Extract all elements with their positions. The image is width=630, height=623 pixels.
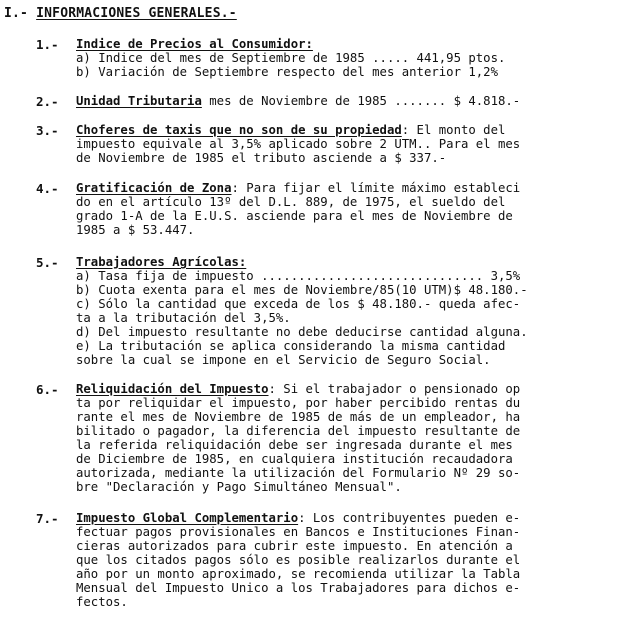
item-line: Mensual del Impuesto Unico a los Trabajadores para dichos e- [76, 581, 521, 595]
item-number: 4.- [36, 181, 59, 196]
item-title-line [76, 382, 610, 396]
item-title-line [76, 511, 610, 525]
item-line: fectuar pagos provisionales en Bancos e Instituciones Finan- [76, 525, 521, 539]
item-number: 7.- [36, 511, 59, 526]
item-line: bre "Declaración y Pago Simultáneo Mensual". [76, 480, 402, 494]
item-title: Choferes de taxis que no son de su propiedad [76, 123, 402, 137]
item-line: de Diciembre de 1985, en cualquiera institución recaudadora [76, 452, 513, 466]
item-line: 1985 a $ 53.447. [76, 223, 195, 237]
item-line: que los citados pagos sólo es posible realizarlos durante el [76, 553, 521, 567]
item-title: Unidad Tributaria [76, 94, 202, 108]
item-number: 6.- [36, 382, 59, 397]
item-line: b) Cuota exenta para el mes de Noviembre/85(10 UTM)$ 48.180.- [76, 283, 528, 297]
item-line: sobre la cual se impone en el Servicio de Seguro Social. [76, 353, 491, 367]
item-line: a) Tasa fija de impuesto .............................. 3,5% [76, 269, 521, 283]
item-line: do en el artículo 13º del D.L. 889, de 1975, el sueldo del [76, 195, 506, 209]
item-title: Reliquidación del Impuesto [76, 382, 269, 396]
item-line: año por un monto aproximado, se recomienda utilizar la Tabla [76, 567, 521, 581]
item-title-line [76, 94, 610, 108]
item-number: 1.- [36, 37, 59, 52]
item-title-tail: : El monto del [401, 123, 506, 137]
item-line: a) Indice del mes de Septiembre de 1985 ..... 441,95 ptos. [76, 51, 506, 65]
item-title-tail: : Los contribuyentes pueden e- [298, 511, 521, 525]
item-line: c) Sólo la cantidad que exceda de los $ 48.180.- queda afec- [76, 297, 521, 311]
item-line: rante el mes de Noviembre de 1985 de más de un empleador, ha [76, 410, 521, 424]
item-title-line [76, 181, 610, 195]
item-title-tail: : Si el trabajador o pensionado op [268, 382, 521, 396]
item-line: de Noviembre de 1985 el tributo asciende a $ 337.- [76, 151, 447, 165]
item-title: Indice de Precios al Consumidor: [76, 37, 313, 51]
item-title-line [76, 37, 610, 51]
item-line: autorizada, mediante la utilización del Formulario Nº 29 so- [76, 466, 521, 480]
item-line: ta por reliquidar el impuesto, por haber percibido rentas du [76, 396, 521, 410]
item-title-tail: : Para fijar el límite máximo estableci [231, 181, 521, 195]
item-title: Impuesto Global Complementario [76, 511, 299, 525]
item-line: bilitado o pagador, la diferencia del impuesto resultante de [76, 424, 521, 438]
item-line: la referida reliquidación debe ser ingresada durante el mes [76, 438, 513, 452]
item-title: Trabajadores Agrícolas: [76, 255, 247, 269]
item-line: grado 1-A de la E.U.S. asciende para el mes de Noviembre de [76, 209, 513, 223]
item-line: e) La tributación se aplica considerando la misma cantidad [76, 339, 506, 353]
item-title-tail: mes de Noviembre de 1985 ....... $ 4.818.- [201, 94, 521, 108]
item-number: 3.- [36, 123, 59, 138]
item-line: cieras autorizados para cubrir este impuesto. En atención a [76, 539, 513, 553]
heading-roman: I.- [4, 6, 29, 21]
item-title-line [76, 255, 610, 269]
item-line: impuesto equivale al 3,5% aplicado sobre 2 UTM.. Para el mes [76, 137, 521, 151]
item-title: Gratificación de Zona [76, 181, 232, 195]
item-line: ta a la tributación del 3,5%. [76, 311, 291, 325]
heading-text: INFORMACIONES GENERALES.- [36, 6, 237, 21]
item-line: fectos. [76, 595, 128, 609]
section-heading [4, 6, 237, 21]
item-line: d) Del impuesto resultante no debe deducirse cantidad alguna. [76, 325, 528, 339]
item-number: 2.- [36, 94, 59, 109]
item-title-line [76, 123, 610, 137]
item-line: b) Variación de Septiembre respecto del mes anterior 1,2% [76, 65, 498, 79]
item-number: 5.- [36, 255, 59, 270]
